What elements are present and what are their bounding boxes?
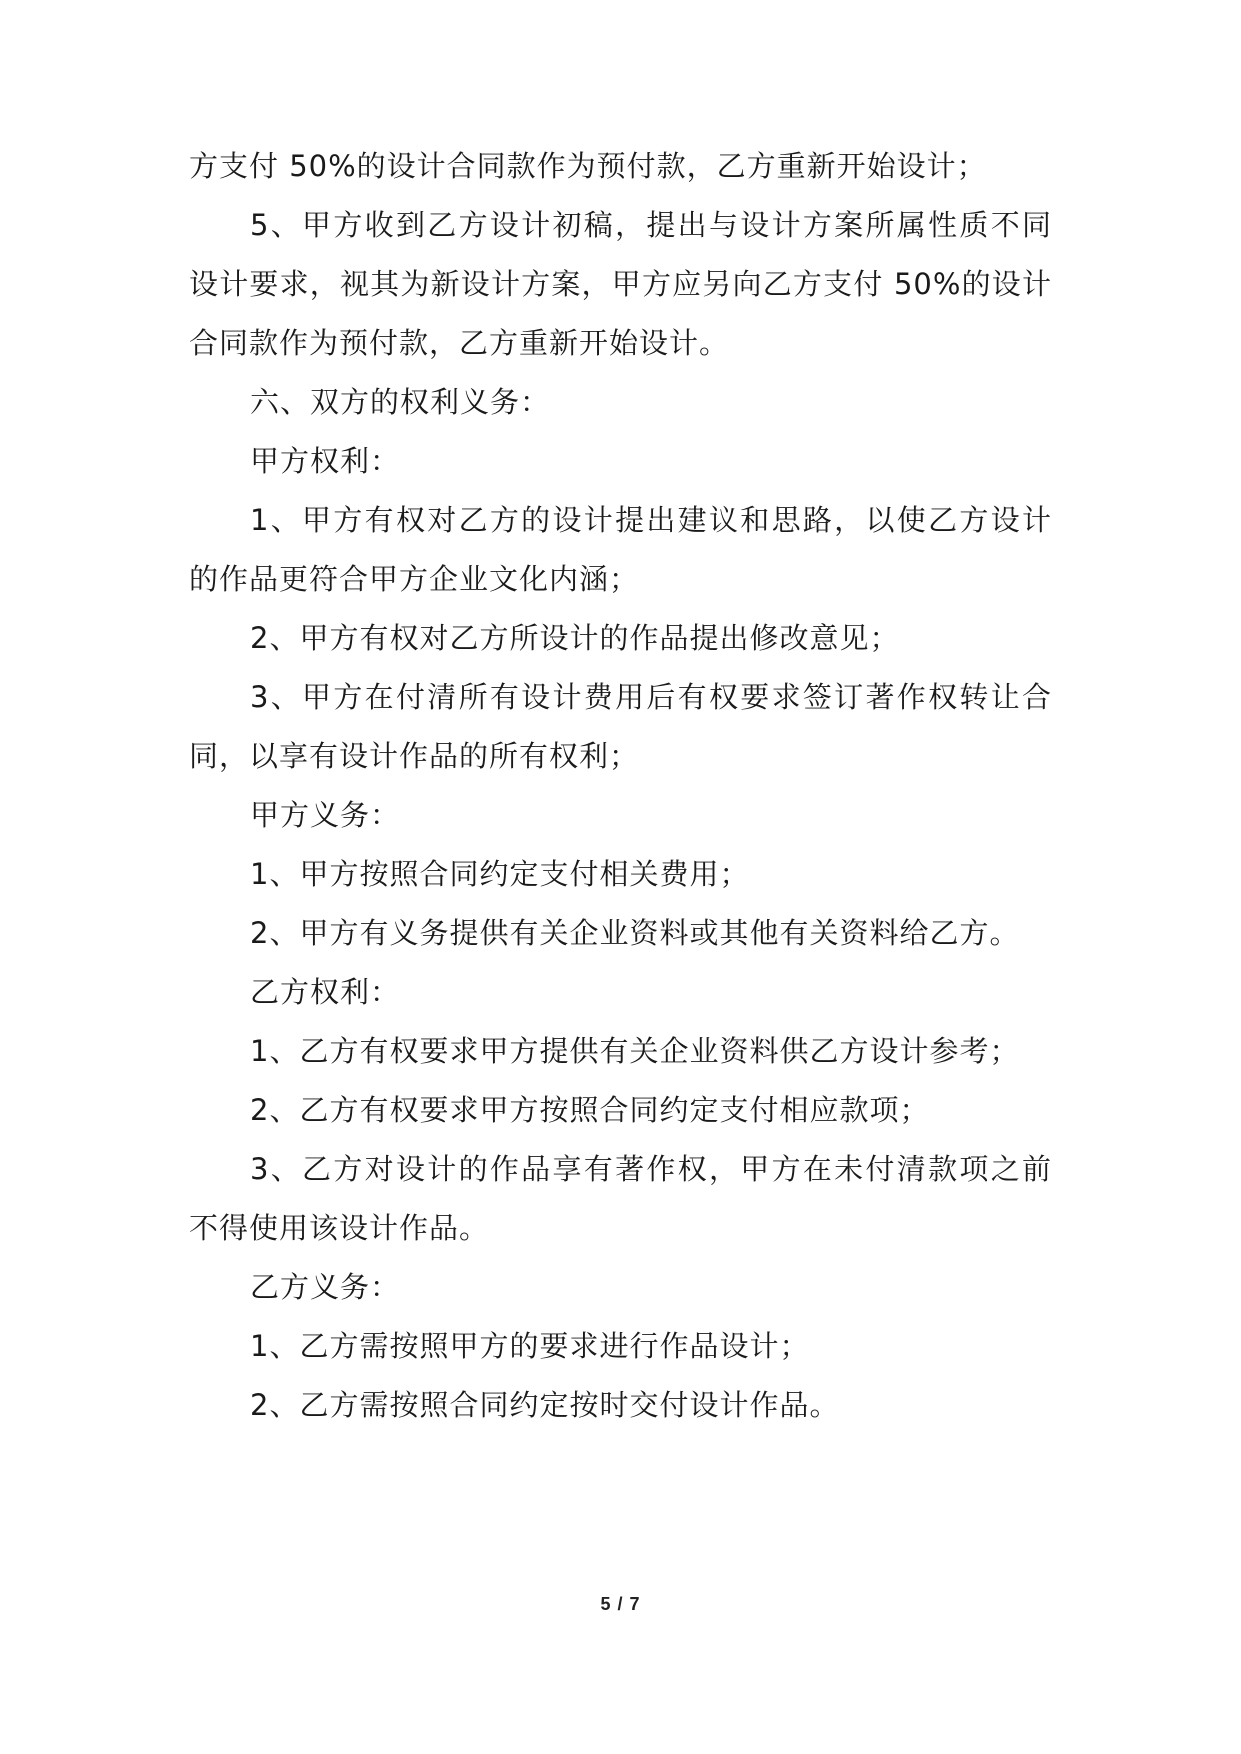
subsection-heading: 乙方义务： — [250, 1270, 401, 1304]
section-heading: 六、双方的权利义务： — [250, 385, 551, 419]
subsection-heading: 乙方权利： — [250, 975, 401, 1009]
text-line: 2、乙方需按照合同约定按时交付设计作品。 — [250, 1388, 840, 1422]
text-line: 设计要求，视其为新设计方案，甲方应另向乙方支付 50%的设计 — [189, 267, 1052, 301]
text-line: 1、甲方有权对乙方的设计提出建议和思路，以使乙方设计 — [250, 503, 1052, 537]
text-line: 5、甲方收到乙方设计初稿，提出与设计方案所属性质不同 — [250, 208, 1052, 242]
text-line: 2、甲方有权对乙方所设计的作品提出修改意见； — [250, 621, 900, 655]
text-line: 同，以享有设计作品的所有权利； — [189, 739, 640, 773]
text-line: 的作品更符合甲方企业文化内涵； — [189, 562, 640, 596]
text-line: 3、甲方在付清所有设计费用后有权要求签订著作权转让合 — [250, 680, 1052, 714]
text-line: 3、乙方对设计的作品享有著作权，甲方在未付清款项之前 — [250, 1152, 1052, 1186]
text-line: 2、甲方有义务提供有关企业资料或其他有关资料给乙方。 — [250, 916, 1020, 950]
text-line: 不得使用该设计作品。 — [189, 1211, 490, 1245]
text-line: 2、乙方有权要求甲方按照合同约定支付相应款项； — [250, 1093, 930, 1127]
subsection-heading: 甲方义务： — [250, 798, 401, 832]
text-line: 1、乙方有权要求甲方提供有关企业资料供乙方设计参考； — [250, 1034, 1020, 1068]
text-line: 方支付 50%的设计合同款作为预付款，乙方重新开始设计； — [189, 149, 987, 183]
page-number: 5 / 7 — [600, 1594, 641, 1614]
text-line: 1、乙方需按照甲方的要求进行作品设计； — [250, 1329, 810, 1363]
text-line: 1、甲方按照合同约定支付相关费用； — [250, 857, 750, 891]
subsection-heading: 甲方权利： — [250, 444, 401, 478]
text-line: 合同款作为预付款，乙方重新开始设计。 — [189, 326, 730, 360]
